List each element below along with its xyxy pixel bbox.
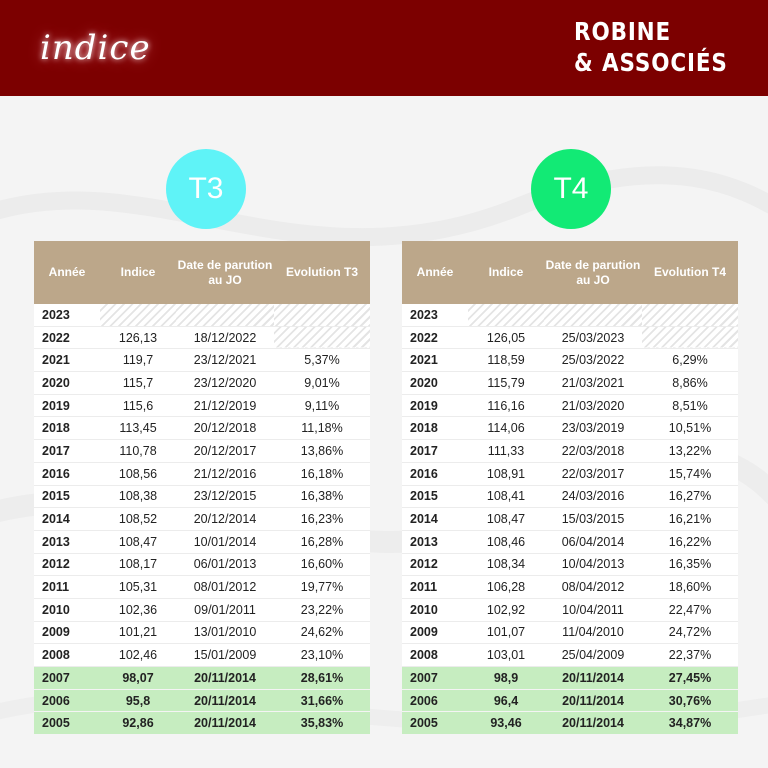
cell-annee: 2006: [402, 689, 468, 712]
cell-annee: 2008: [34, 644, 100, 667]
cell-date: 15/01/2009: [176, 644, 274, 667]
table-row: [402, 621, 738, 644]
cell-evolution: [274, 326, 370, 349]
table-row: [34, 689, 370, 712]
cell-indice: 96,4: [468, 689, 544, 712]
header-banner: [0, 0, 768, 96]
cell-annee: 2018: [402, 417, 468, 440]
t3-col-annee: Année: [34, 241, 100, 304]
cell-evolution: 16,38%: [274, 485, 370, 508]
table-row: [402, 349, 738, 372]
cell-indice: [100, 304, 176, 326]
cell-date: 11/04/2010: [544, 621, 642, 644]
cell-indice: 108,41: [468, 485, 544, 508]
table-row: [34, 644, 370, 667]
cell-indice: 108,56: [100, 462, 176, 485]
cell-annee: 2005: [402, 712, 468, 735]
cell-indice: 102,36: [100, 598, 176, 621]
cell-date: 23/03/2019: [544, 417, 642, 440]
cell-date: 15/03/2015: [544, 508, 642, 531]
cell-annee: 2021: [402, 349, 468, 372]
brand-line-1: ROBINE: [574, 17, 672, 46]
cell-indice: 106,28: [468, 576, 544, 599]
cell-evolution: 16,27%: [642, 485, 738, 508]
cell-date: 09/01/2011: [176, 598, 274, 621]
table-row: [34, 621, 370, 644]
cell-date: 20/12/2017: [176, 440, 274, 463]
cell-indice: 95,8: [100, 689, 176, 712]
cell-date: 06/04/2014: [544, 530, 642, 553]
cell-indice: 110,78: [100, 440, 176, 463]
cell-date: 08/01/2012: [176, 576, 274, 599]
table-row: [402, 712, 738, 735]
cell-date: 20/11/2014: [176, 712, 274, 735]
table-row: [34, 326, 370, 349]
table-row: [34, 417, 370, 440]
table-row: [402, 508, 738, 531]
cell-evolution: 31,66%: [274, 689, 370, 712]
table-row: [402, 485, 738, 508]
table-row: [34, 553, 370, 576]
cell-indice: 108,46: [468, 530, 544, 553]
cell-indice: 105,31: [100, 576, 176, 599]
cell-evolution: 23,10%: [274, 644, 370, 667]
cell-annee: 2009: [34, 621, 100, 644]
cell-annee: 2020: [402, 372, 468, 395]
cell-date: 13/01/2010: [176, 621, 274, 644]
cell-evolution: [642, 304, 738, 326]
cell-date: 23/12/2020: [176, 372, 274, 395]
cell-indice: 108,34: [468, 553, 544, 576]
cell-evolution: 35,83%: [274, 712, 370, 735]
cell-date: 23/12/2015: [176, 485, 274, 508]
t3-header-row: [34, 241, 370, 304]
cell-date: 08/04/2012: [544, 576, 642, 599]
cell-indice: 101,07: [468, 621, 544, 644]
table-row: [402, 440, 738, 463]
table-row: [34, 304, 370, 326]
cell-annee: 2010: [34, 598, 100, 621]
table-row: [34, 530, 370, 553]
cell-evolution: 13,22%: [642, 440, 738, 463]
cell-annee: 2014: [402, 508, 468, 531]
table-row: [34, 508, 370, 531]
t3-col-evolution: Evolution T3: [274, 241, 370, 304]
table-row: [34, 394, 370, 417]
cell-evolution: 22,47%: [642, 598, 738, 621]
cell-date: [544, 304, 642, 326]
cell-evolution: 16,21%: [642, 508, 738, 531]
table-row: [402, 598, 738, 621]
table-row: [402, 530, 738, 553]
cell-evolution: 16,60%: [274, 553, 370, 576]
cell-annee: 2006: [34, 689, 100, 712]
cell-evolution: 28,61%: [274, 667, 370, 690]
cell-annee: 2010: [402, 598, 468, 621]
table-row: [402, 576, 738, 599]
cell-date: 25/03/2023: [544, 326, 642, 349]
cell-annee: 2022: [402, 326, 468, 349]
cell-indice: 114,06: [468, 417, 544, 440]
cell-date: 23/12/2021: [176, 349, 274, 372]
table-row: [402, 462, 738, 485]
cell-annee: 2017: [402, 440, 468, 463]
cell-date: 20/11/2014: [544, 712, 642, 735]
cell-annee: 2017: [34, 440, 100, 463]
cell-indice: 115,6: [100, 394, 176, 417]
cell-evolution: 5,37%: [274, 349, 370, 372]
cell-evolution: 8,86%: [642, 372, 738, 395]
cell-evolution: 6,29%: [642, 349, 738, 372]
table-row: [402, 372, 738, 395]
table-row: [402, 667, 738, 690]
cell-date: 20/11/2014: [544, 689, 642, 712]
cell-date: 21/03/2020: [544, 394, 642, 417]
cell-annee: 2022: [34, 326, 100, 349]
cell-evolution: 11,18%: [274, 417, 370, 440]
cell-evolution: 8,51%: [642, 394, 738, 417]
cell-evolution: 24,62%: [274, 621, 370, 644]
table-row: [34, 576, 370, 599]
cell-indice: 115,79: [468, 372, 544, 395]
cell-evolution: 15,74%: [642, 462, 738, 485]
cell-annee: 2019: [34, 394, 100, 417]
t4-col-date: Date de parution au JO: [544, 241, 642, 304]
cell-date: 20/12/2014: [176, 508, 274, 531]
table-row: [34, 462, 370, 485]
table-row: [402, 304, 738, 326]
cell-indice: 108,38: [100, 485, 176, 508]
cell-date: 25/03/2022: [544, 349, 642, 372]
cell-indice: 126,13: [100, 326, 176, 349]
t4-badge: T4: [531, 149, 611, 229]
cell-date: 21/03/2021: [544, 372, 642, 395]
cell-date: 20/12/2018: [176, 417, 274, 440]
t4-table: [402, 241, 738, 735]
cell-evolution: 34,87%: [642, 712, 738, 735]
cell-annee: 2014: [34, 508, 100, 531]
cell-annee: 2015: [402, 485, 468, 508]
table-row: [402, 553, 738, 576]
table-row: [402, 394, 738, 417]
cell-annee: 2011: [402, 576, 468, 599]
cell-annee: 2023: [34, 304, 100, 326]
cell-evolution: 18,60%: [642, 576, 738, 599]
cell-annee: 2012: [34, 553, 100, 576]
cell-date: 22/03/2017: [544, 462, 642, 485]
cell-indice: 102,46: [100, 644, 176, 667]
cell-indice: 116,16: [468, 394, 544, 417]
cell-evolution: 16,22%: [642, 530, 738, 553]
cell-date: 25/04/2009: [544, 644, 642, 667]
table-row: [402, 644, 738, 667]
cell-annee: 2019: [402, 394, 468, 417]
cell-annee: 2020: [34, 372, 100, 395]
cell-evolution: 16,23%: [274, 508, 370, 531]
table-row: [402, 689, 738, 712]
t4-col-annee: Année: [402, 241, 468, 304]
cell-annee: 2009: [402, 621, 468, 644]
cell-indice: 108,52: [100, 508, 176, 531]
cell-date: [176, 304, 274, 326]
cell-evolution: 27,45%: [642, 667, 738, 690]
cell-date: 10/04/2013: [544, 553, 642, 576]
table-row: [34, 598, 370, 621]
cell-evolution: 16,28%: [274, 530, 370, 553]
t3-badge: T3: [166, 149, 246, 229]
cell-evolution: [274, 304, 370, 326]
t4-col-indice: Indice: [468, 241, 544, 304]
cell-annee: 2016: [34, 462, 100, 485]
cell-indice: 92,86: [100, 712, 176, 735]
cell-annee: 2011: [34, 576, 100, 599]
cell-evolution: 23,22%: [274, 598, 370, 621]
t3-table: [34, 241, 370, 735]
cell-date: 06/01/2013: [176, 553, 274, 576]
cell-indice: 108,17: [100, 553, 176, 576]
table-row: [34, 667, 370, 690]
cell-evolution: 24,72%: [642, 621, 738, 644]
t4-col-evolution: Evolution T4: [642, 241, 738, 304]
cell-annee: 2007: [402, 667, 468, 690]
cell-evolution: 13,86%: [274, 440, 370, 463]
cell-evolution: 16,18%: [274, 462, 370, 485]
brand-logo: [574, 16, 728, 78]
cell-indice: 111,33: [468, 440, 544, 463]
cell-annee: 2023: [402, 304, 468, 326]
cell-date: 10/01/2014: [176, 530, 274, 553]
cell-indice: 115,7: [100, 372, 176, 395]
table-row: [402, 326, 738, 349]
table-row: [402, 417, 738, 440]
cell-annee: 2015: [34, 485, 100, 508]
cell-indice: 108,47: [100, 530, 176, 553]
cell-indice: 126,05: [468, 326, 544, 349]
cell-indice: 113,45: [100, 417, 176, 440]
cell-annee: 2008: [402, 644, 468, 667]
table-row: [34, 440, 370, 463]
cell-annee: 2021: [34, 349, 100, 372]
cell-date: 18/12/2022: [176, 326, 274, 349]
cell-indice: 93,46: [468, 712, 544, 735]
cell-date: 24/03/2016: [544, 485, 642, 508]
cell-indice: 98,9: [468, 667, 544, 690]
cell-indice: 108,47: [468, 508, 544, 531]
cell-date: 20/11/2014: [544, 667, 642, 690]
cell-date: 22/03/2018: [544, 440, 642, 463]
cell-annee: 2016: [402, 462, 468, 485]
table-row: [34, 712, 370, 735]
cell-indice: 108,91: [468, 462, 544, 485]
cell-evolution: [642, 326, 738, 349]
table-row: [34, 349, 370, 372]
cell-annee: 2005: [34, 712, 100, 735]
t4-header-row: [402, 241, 738, 304]
cell-date: 21/12/2016: [176, 462, 274, 485]
t3-col-date: Date de parution au JO: [176, 241, 274, 304]
cell-evolution: 16,35%: [642, 553, 738, 576]
cell-indice: 103,01: [468, 644, 544, 667]
indice-logo: indice: [40, 28, 151, 68]
cell-date: 10/04/2011: [544, 598, 642, 621]
cell-annee: 2012: [402, 553, 468, 576]
cell-evolution: 30,76%: [642, 689, 738, 712]
cell-date: 20/11/2014: [176, 689, 274, 712]
cell-date: 20/11/2014: [176, 667, 274, 690]
t3-col-indice: Indice: [100, 241, 176, 304]
cell-indice: 118,59: [468, 349, 544, 372]
cell-annee: 2013: [402, 530, 468, 553]
table-row: [34, 485, 370, 508]
cell-indice: 119,7: [100, 349, 176, 372]
cell-annee: 2007: [34, 667, 100, 690]
table-row: [34, 372, 370, 395]
cell-evolution: 22,37%: [642, 644, 738, 667]
cell-indice: [468, 304, 544, 326]
cell-evolution: 9,01%: [274, 372, 370, 395]
brand-line-2: & ASSOCIÉS: [574, 48, 728, 77]
cell-indice: 98,07: [100, 667, 176, 690]
cell-annee: 2013: [34, 530, 100, 553]
cell-date: 21/12/2019: [176, 394, 274, 417]
cell-evolution: 19,77%: [274, 576, 370, 599]
cell-annee: 2018: [34, 417, 100, 440]
cell-evolution: 9,11%: [274, 394, 370, 417]
cell-indice: 101,21: [100, 621, 176, 644]
cell-evolution: 10,51%: [642, 417, 738, 440]
cell-indice: 102,92: [468, 598, 544, 621]
